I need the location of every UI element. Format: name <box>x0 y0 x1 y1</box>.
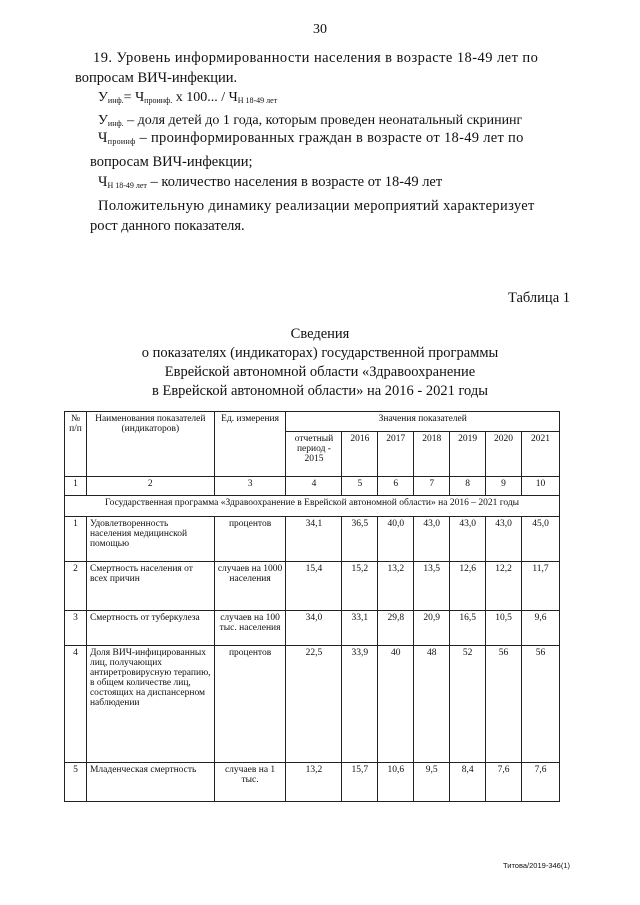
definition-4-line1: Положительную динамику реализации мероприятий характеризует <box>98 198 535 214</box>
row-unit: случаев на 1000 населения <box>214 562 286 611</box>
row-value: 13,2 <box>378 562 414 611</box>
row-value: 40 <box>378 646 414 763</box>
def2-symbol: Ч <box>98 130 108 146</box>
row-value: 15,2 <box>342 562 378 611</box>
definitions-block <box>90 128 560 236</box>
document-footer-code: Титова/2019-346(1) <box>503 861 570 870</box>
row-value: 13,2 <box>286 763 342 802</box>
title-line1: Сведения <box>290 326 350 342</box>
row-value: 43,0 <box>414 517 450 562</box>
col-number: 1 <box>65 477 87 496</box>
col-number: 10 <box>522 477 560 496</box>
def3-text: – количество населения в возрасте от 18-49 лет <box>146 174 443 190</box>
table-label: Таблица 1 <box>507 290 570 306</box>
definition-2-line2: вопросам ВИЧ-инфекции; <box>90 154 253 170</box>
row-num: 2 <box>65 562 87 611</box>
definition-3 <box>93 172 560 196</box>
row-value: 10,5 <box>486 611 522 646</box>
definition-2-line1 <box>93 128 560 152</box>
row-value: 20,9 <box>414 611 450 646</box>
row-value: 36,5 <box>342 517 378 562</box>
row-value: 43,0 <box>486 517 522 562</box>
row-name: Доля ВИЧ-инфицированных лиц, получающих антиретровирусную терапию, в общем количестве лиц, состоящих на диспансерном наблюдении <box>86 646 214 763</box>
table-row <box>65 763 560 802</box>
row-value: 34,1 <box>286 517 342 562</box>
header-year: 2016 <box>342 432 378 477</box>
row-value: 22,5 <box>286 646 342 763</box>
column-numbers-row <box>65 477 560 496</box>
row-name: Удовлетворенность населения медицинской помощью <box>86 517 214 562</box>
row-num: 3 <box>65 611 87 646</box>
formula-ch-sub: проинф. <box>144 96 173 105</box>
row-value: 7,6 <box>486 763 522 802</box>
page-number: 30 <box>313 22 327 37</box>
title-line4: в Еврейской автономной области» на 2016 - 2021 годы <box>151 383 489 399</box>
header-year: 2018 <box>414 432 450 477</box>
table-header-row-1 <box>65 412 560 432</box>
item-19-line1: 19. Уровень информированности населения в возрасте 18-49 лет по <box>93 50 539 66</box>
formula-u: У <box>98 90 108 105</box>
table-title <box>0 325 640 401</box>
row-name: Смертность населения от всех причин <box>86 562 214 611</box>
row-value: 11,7 <box>522 562 560 611</box>
header-year: 2019 <box>450 432 486 477</box>
col-number: 3 <box>214 477 286 496</box>
row-value: 52 <box>450 646 486 763</box>
row-value: 33,1 <box>342 611 378 646</box>
def1-sub: инф. <box>107 119 124 128</box>
def3-sub: Н 18-49 лет <box>107 181 147 190</box>
col-number: 2 <box>86 477 214 496</box>
def2-text: – проинформированных граждан в возрасте от 18-49 лет по <box>135 130 524 146</box>
title-line3: Еврейской автономной области «Здравоохранение <box>164 364 476 380</box>
item-19-line2: вопросам ВИЧ-инфекции. <box>75 70 238 86</box>
row-value: 16,5 <box>450 611 486 646</box>
row-name: Младенческая смертность <box>86 763 214 802</box>
row-value: 40,0 <box>378 517 414 562</box>
row-value: 56 <box>486 646 522 763</box>
row-value: 13,5 <box>414 562 450 611</box>
col-number: 4 <box>286 477 342 496</box>
def2-sub: проинф <box>107 137 136 146</box>
row-value: 56 <box>522 646 560 763</box>
title-line2: о показателях (индикаторах) государственной программы <box>141 345 499 361</box>
def1-symbol: У <box>98 113 108 128</box>
row-value: 10,6 <box>378 763 414 802</box>
row-unit: случаев на 1 тыс. <box>214 763 286 802</box>
formula-mid: x 100... / Ч <box>172 90 238 105</box>
header-values: Значения показателей <box>286 412 560 432</box>
header-num: № п/п <box>65 412 87 477</box>
row-num: 1 <box>65 517 87 562</box>
row-value: 15,7 <box>342 763 378 802</box>
formula-eq: = Ч <box>123 90 145 105</box>
col-number: 7 <box>414 477 450 496</box>
formula-u-sub: инф. <box>107 96 124 105</box>
header-year: 2017 <box>378 432 414 477</box>
table-row <box>65 611 560 646</box>
row-value: 7,6 <box>522 763 560 802</box>
indicators-table <box>64 411 560 802</box>
row-value: 8,4 <box>450 763 486 802</box>
program-title: Государственная программа «Здравоохранение в Еврейской автономной области» на 2016 – 2021 годы <box>65 496 560 517</box>
row-value: 48 <box>414 646 450 763</box>
row-value: 33,9 <box>342 646 378 763</box>
col-number: 8 <box>450 477 486 496</box>
formula-ch2-sub: Н 18-49 лет <box>237 96 278 105</box>
header-unit: Ед. измерения <box>214 412 286 477</box>
header-year: 2021 <box>522 432 560 477</box>
row-unit: случаев на 100 тыс. населения <box>214 611 286 646</box>
col-number: 6 <box>378 477 414 496</box>
row-value: 9,6 <box>522 611 560 646</box>
table-row <box>65 517 560 562</box>
row-name: Смертность от туберкулеза <box>86 611 214 646</box>
header-base-period: отчетный период - 2015 <box>286 432 342 477</box>
program-row <box>65 496 560 517</box>
row-value: 12,6 <box>450 562 486 611</box>
row-unit: процентов <box>214 646 286 763</box>
definition-4-line2: рост данного показателя. <box>90 218 245 234</box>
table-row <box>65 646 560 763</box>
row-value: 12,2 <box>486 562 522 611</box>
row-value: 45,0 <box>522 517 560 562</box>
item-19-heading <box>75 48 560 88</box>
row-value: 34,0 <box>286 611 342 646</box>
row-unit: процентов <box>214 517 286 562</box>
col-number: 9 <box>486 477 522 496</box>
def3-symbol: Ч <box>98 174 108 190</box>
def1-text: – доля детей до 1 года, которым проведен неонатальный скрининг <box>123 113 523 128</box>
row-num: 4 <box>65 646 87 763</box>
col-number: 5 <box>342 477 378 496</box>
row-value: 9,5 <box>414 763 450 802</box>
table-row <box>65 562 560 611</box>
header-year: 2020 <box>486 432 522 477</box>
row-value: 43,0 <box>450 517 486 562</box>
header-name: Наименования показателей (индикаторов) <box>86 412 214 477</box>
row-num: 5 <box>65 763 87 802</box>
formula <box>98 88 568 111</box>
row-value: 29,8 <box>378 611 414 646</box>
row-value: 15,4 <box>286 562 342 611</box>
